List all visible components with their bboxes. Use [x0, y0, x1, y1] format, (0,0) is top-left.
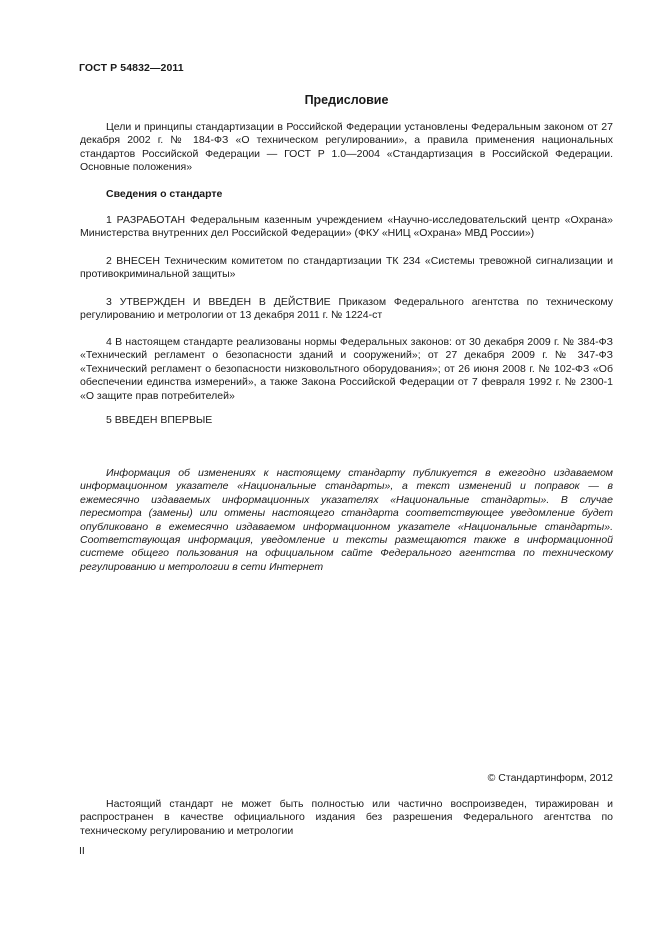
item-first-introduced: 5 ВВЕДЕН ВПЕРВЫЕ — [106, 414, 213, 426]
copyright-notice: © Стандартинформ, 2012 — [487, 772, 613, 784]
item-laws: 4 В настоящем стандарте реализованы нормы Федеральных законов: от 30 декабря 2009 г. № 384-ФЗ «Технический регламент о безопасности зданий и сооружений»; от 27 декабря 2009 г. № 347-ФЗ «Технический регламент о безопасности низковольтного оборудования»; от 26 июня 2008 г. № 102-ФЗ «Об обеспечении единства измерений», а также Закона Российской Федерации от 7 февраля 1992 г. № 2300-1 «О защите прав потребителей» — [80, 336, 613, 402]
page-number: II — [79, 845, 85, 857]
reproduction-notice: Настоящий стандарт не может быть полностью или частично воспроизведен, тиражирован и распространен в качестве официального издания без разрешения Федерального агентства по техническому регулированию и метрологии — [80, 798, 613, 837]
item-approved: 3 УТВЕРЖДЕН И ВВЕДЕН В ДЕЙСТВИЕ Приказом Федерального агентства по техническому регулированию и метрологии от 13 декабря 2011 г. № 1224-ст — [80, 296, 613, 322]
info-notice: Информация об изменениях к настоящему стандарту публикуется в ежегодно издаваемом информационном указателе «Национальные стандарты», а текст изменений и поправок — в ежемесячно издаваемых информационных указателях «Национальные стандарты». В случае пересмотра (замены) или отмены настоящего стандарта соответствующее уведомление будет опубликовано в ежемесячно издаваемом информационном указателе «Национальные стандарты». Соответствующая информация, уведомление и тексты размещаются также в информационной системе общего пользования на официальном сайте Федерального агентства по техническому регулированию и метрологии в сети Интернет — [80, 467, 613, 573]
intro-paragraph: Цели и принципы стандартизации в Российской Федерации установлены Федеральным законом от 27 декабря 2002 г. № 184-ФЗ «О техническом регулировании», а правила применения национальных стандартов Российской Федерации — ГОСТ Р 1.0—2004 «Стандартизация в Российской Федерации. Основные положения» — [80, 121, 613, 174]
item-submitted: 2 ВНЕСЕН Техническим комитетом по стандартизации ТК 234 «Системы тревожной сигнализации и противокриминальной защиты» — [80, 255, 613, 281]
standard-code: ГОСТ Р 54832—2011 — [79, 62, 184, 74]
section-heading: Сведения о стандарте — [106, 188, 223, 200]
item-developed: 1 РАЗРАБОТАН Федеральным казенным учреждением «Научно-исследовательский центр «Охрана» Министерства внутренних дел Российской Федерации» (ФКУ «НИЦ «Охрана» МВД России») — [80, 214, 613, 240]
page-title: Предисловие — [304, 93, 389, 107]
